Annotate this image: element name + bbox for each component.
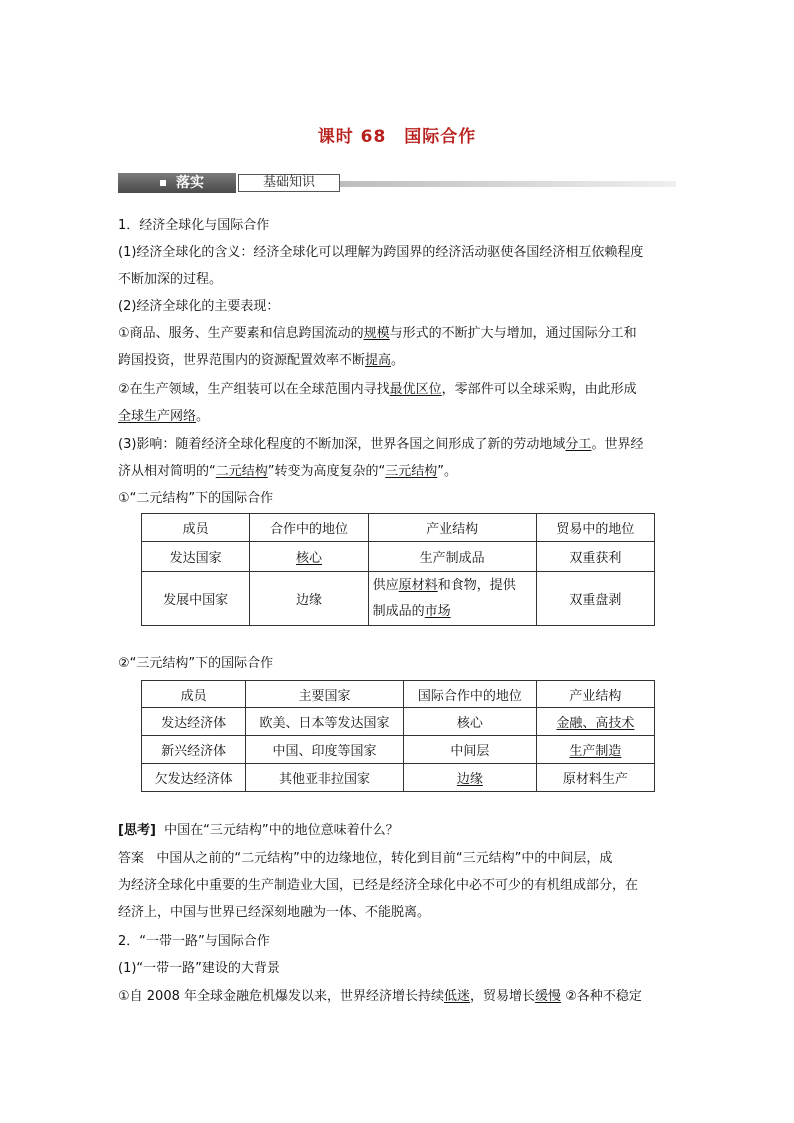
paragraph-definition-line1: (1)经济全球化的含义：经济全球化可以理解为跨国界的经济活动驱使各国经济相互依赖程度 [118,245,644,260]
underlined-answer: 分工 [565,437,592,452]
answer-line2: 为经济全球化中重要的生产制造业大国，已经是经济全球化中必不可少的有机组成部分，在 [118,878,639,893]
table-triple-structure [141,680,655,792]
paragraph-feature2-line2 [118,403,678,430]
underlined-answer: 二元结构 [215,464,268,479]
table-cell: 中国、印度等国家 [246,736,404,764]
table-header-row [142,681,655,708]
underlined-answer: 缓慢 [535,989,562,1004]
square-bullet-icon [160,180,166,186]
section1-heading: 1．经济全球化与国际合作 [118,218,270,233]
paragraph-feature1-line1 [118,320,678,347]
text-span: ”转变为高度复杂的“ [267,464,386,479]
paragraph-impact-line2 [118,458,678,485]
think-question [118,817,678,844]
table-header-row [142,514,655,542]
table-row [142,708,655,736]
text-span: ，贸易增长 [470,989,536,1004]
text-span: 和食物，提供 [437,577,516,593]
text-span: 制成品的 [372,603,425,619]
text-span: 中国在“三元结构”中的地位意味着什么？ [164,823,399,838]
underlined-answer: 核心 [296,551,323,566]
table-cell: 原材料生产 [536,764,654,792]
paragraph-feature2-line1 [118,376,678,403]
table-header-cell: 成员 [142,681,246,708]
banner-dark-label: 落实 [176,175,204,191]
paragraph-definition-line2: 不断加深的过程。 [118,272,223,287]
table-cell: 欧美、日本等发达国家 [246,708,404,736]
answer-line1 [118,845,678,872]
paragraph-feature1-line2 [118,347,678,374]
text-span: 与形式的不断扩大与增加，通过国际分工和 [389,326,637,341]
underlined-answer: 金融、高技术 [556,716,635,731]
table-cell: 双重获利 [536,542,654,572]
table2-caption: ②“三元结构”下的国际合作 [118,656,274,671]
table-cell [536,736,654,764]
underlined-answer: 全球生产网络 [118,409,197,424]
table-cell: 发展中国家 [142,572,250,626]
underlined-answer: 规模 [363,326,390,341]
text-span: ”。 [437,464,458,479]
table-header-cell: 主要国家 [246,681,404,708]
table-dual-structure [141,513,655,626]
table-cell: 其他亚非拉国家 [246,764,404,792]
text-span: 跨国投资，世界范围内的资源配置效率不断 [118,353,366,368]
table-cell: 边缘 [250,572,368,626]
table-header-cell: 合作中的地位 [250,514,368,542]
text-span: ②在生产领域，生产组装可以在全球范围内寻找 [118,382,390,397]
page-title: 课时 68 国际合作 [317,127,477,147]
text-span: 中国从之前的“二元结构”中的边缘地位，转化到目前“三元结构”中的中间层，成 [156,851,613,866]
table-cell [536,708,654,736]
underlined-answer: 最优区位 [389,382,442,397]
underlined-answer: 生产制造 [569,744,622,759]
table1-caption: ①“二元结构”下的国际合作 [118,491,274,506]
text-span: ①商品、服务、生产要素和信息跨国流动的 [118,326,364,341]
underlined-answer: 原材料 [398,577,438,593]
table-cell: 双重盘剥 [536,572,654,626]
table-cell: 中间层 [403,736,536,764]
text-span: 。 [391,353,405,368]
paragraph-background-line1 [118,983,678,1010]
table-cell: 发达国家 [142,542,250,572]
banner-dark-tab [118,173,236,193]
paragraph-impact-line1 [118,431,678,458]
table-row [142,764,655,792]
table-header-cell: 产业结构 [536,681,654,708]
paragraph-features-heading: (2)经济全球化的主要表现： [118,299,280,314]
banner-light-label: 基础知识 [238,174,340,192]
table-cell: 核心 [403,708,536,736]
table-cell [368,572,536,626]
underlined-answer: 边缘 [456,772,483,787]
text-span: ，零部件可以全球采购，由此形成 [441,382,637,397]
table-cell: 生产制成品 [368,542,536,572]
table-header-cell: 贸易中的地位 [536,514,654,542]
table-cell: 发达经济体 [142,708,246,736]
table-header-cell: 国际合作中的地位 [403,681,536,708]
think-tag: [思考] [118,823,156,838]
answer-line3: 经济上，中国与世界已经深刻地融为一体、不能脱离。 [118,905,431,920]
banner-divider [340,181,676,187]
underlined-answer: 市场 [424,603,451,619]
table-row [142,572,655,626]
table-row [142,542,655,572]
underlined-answer: 低迷 [444,989,471,1004]
text-span: ①自 2008 年全球金融危机爆发以来，世界经济增长持续 [118,989,445,1004]
table-header-cell: 成员 [142,514,250,542]
answer-tag: 答案 [118,851,145,866]
section-banner [118,173,676,193]
underlined-answer: 三元结构 [385,464,438,479]
underlined-answer: 提高 [365,353,392,368]
text-span: ②各种不稳定 [561,989,642,1004]
text-span: 。世界经 [591,437,644,452]
table-cell: 欠发达经济体 [142,764,246,792]
text-span: 供应 [372,577,399,593]
text-span: (3)影响：随着经济全球化程度的不断加深，世界各国之间形成了新的劳动地域 [118,437,566,452]
table-cell [403,764,536,792]
table-header-cell: 产业结构 [368,514,536,542]
paragraph-background-heading: (1)“一带一路”建设的大背景 [118,961,280,976]
text-span: 。 [196,409,210,424]
table-cell [250,542,368,572]
section2-heading: 2．“一带一路”与国际合作 [118,934,270,949]
text-span: 济从相对简明的“ [118,464,216,479]
table-row [142,736,655,764]
table-cell: 新兴经济体 [142,736,246,764]
